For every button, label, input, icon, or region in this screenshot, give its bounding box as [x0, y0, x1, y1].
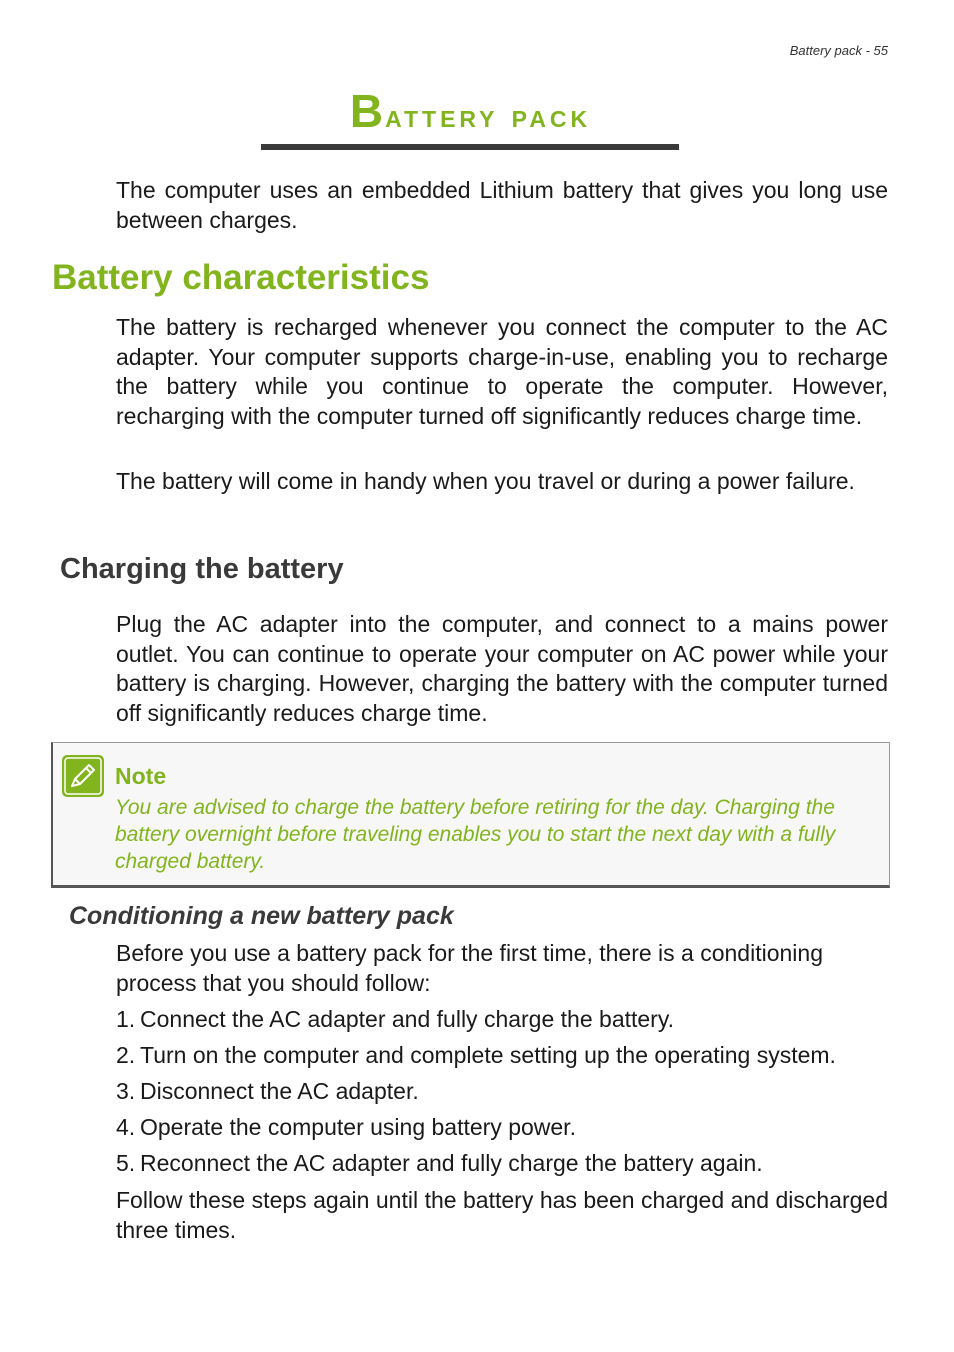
section-heading-battery-characteristics: Battery characteristics	[52, 258, 430, 297]
list-item-text: Disconnect the AC adapter.	[140, 1077, 419, 1104]
intro-paragraph: The computer uses an embedded Lithium battery that gives you long use between charges.	[116, 177, 888, 233]
pencil-icon	[62, 755, 104, 797]
list-item	[116, 1005, 888, 1035]
running-head: Battery pack - 55	[789, 43, 888, 58]
section-heading-charging-the-battery: Charging the battery	[60, 553, 344, 585]
list-item	[116, 1041, 888, 1071]
list-item-text: Turn on the computer and complete setting up the operating system.	[140, 1041, 836, 1068]
chapter-title	[262, 84, 679, 138]
list-item-number: 4.	[116, 1113, 136, 1140]
list-item-number: 2.	[116, 1041, 136, 1068]
list-item-text: Reconnect the AC adapter and fully charge the battery again.	[140, 1149, 763, 1176]
conditioning-intro: Before you use a battery pack for the first time, there is a conditioning process that you should follow:	[116, 940, 823, 996]
note-text: You are advised to charge the battery before retiring for the day. Charging the battery overnight before traveling enables you to start the next day with a fully charged battery.	[115, 796, 836, 873]
list-item	[116, 1113, 888, 1143]
chapter-title-initial: B	[349, 85, 386, 137]
conditioning-steps-list	[116, 1005, 888, 1185]
battery-characteristics-paragraph-2: The battery will come in handy when you travel or during a power failure.	[116, 468, 855, 494]
list-item-number: 5.	[116, 1149, 136, 1176]
list-item-number: 3.	[116, 1077, 136, 1104]
battery-characteristics-paragraph-1: The battery is recharged whenever you connect the computer to the AC adapter. Your computer supports charge-in-use, enabling you to recharge the battery while you continue to operate the computer. However, recharging with the computer turned off significantly reduces charge time.	[116, 314, 888, 429]
list-item	[116, 1077, 888, 1107]
list-item-number: 1.	[116, 1006, 136, 1032]
section-heading-conditioning: Conditioning a new battery pack	[69, 902, 454, 930]
list-item	[116, 1149, 888, 1179]
charging-paragraph: Plug the AC adapter into the computer, and connect to a mains power outlet. You can continue to operate your computer on AC power while your battery is charging. However, charging the battery with the computer turned off significantly reduces charge time.	[116, 611, 888, 726]
title-divider	[261, 144, 679, 150]
note-box	[51, 742, 890, 888]
list-item-text: Connect the AC adapter and fully charge the battery.	[140, 1006, 675, 1032]
note-title: Note	[115, 763, 167, 789]
conditioning-outro: Follow these steps again until the battery has been charged and discharged three times.	[116, 1187, 888, 1243]
list-item-text: Operate the computer using battery power.	[140, 1113, 576, 1140]
chapter-title-rest: attery pack	[385, 97, 592, 134]
